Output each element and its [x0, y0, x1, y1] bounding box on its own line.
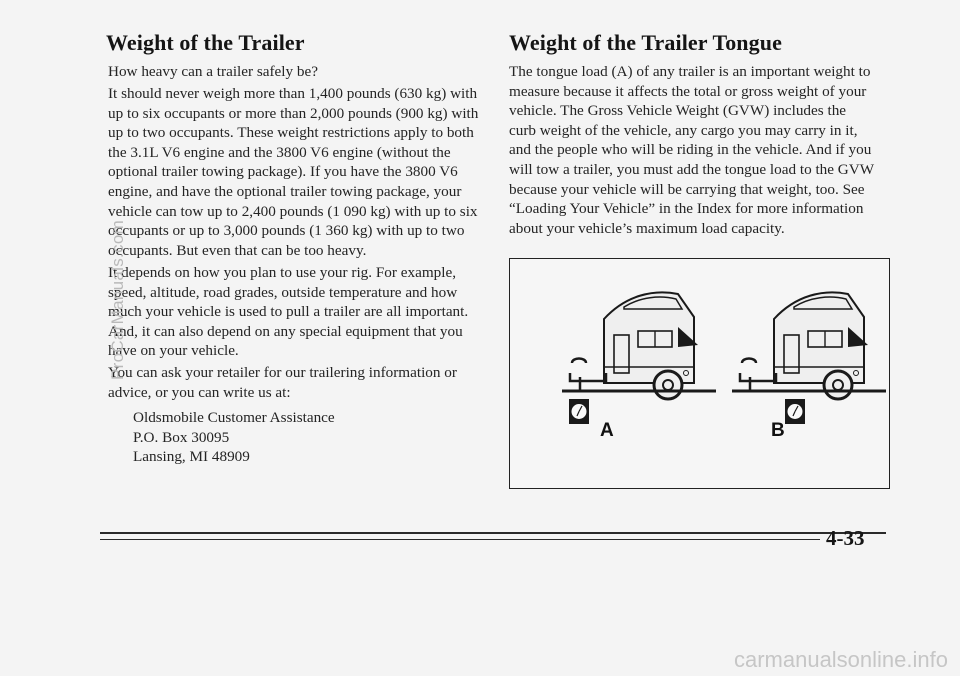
address-line-box: P.O. Box 30095: [133, 428, 230, 446]
heading-weight-of-trailer: Weight of the Trailer: [106, 30, 305, 55]
paragraph-rig-usage: It depends on how you plan to use your rig. For example, speed, altitude, road grades, outside temperature and how much your vehicle is used to pull a trailer are all important. And, it can also depend on any special equipment that you have on your vehicle.: [108, 264, 469, 360]
paragraph-contact: You can ask your retailer for our trailering information or advice, or you can write us at:: [108, 364, 457, 401]
address-line-company: Oldsmobile Customer Assistance: [133, 409, 335, 426]
paragraph-weight-limits: It should never weigh more than 1,400 pounds (630 kg) with up to six occupants or more than 2,000 pounds (900 kg) with up to two occupants. These weight restrictions apply to both the 3.1L V6 engine and the 3800 V6 engine (without the optional trailer towing package). If you have the 3800 V6 engine, and have the optional trailer towing package, your vehicle can tow up to 2,400 pounds (1 090 kg) with up to six occupants or up to 3,000 pounds (1 360 kg) with up to two occupants. But even that can be too heavy.: [108, 85, 479, 259]
mailing-address: [133, 408, 335, 467]
trailer-b-icon: [732, 292, 886, 424]
page-number: 4-33: [826, 526, 865, 550]
heading-trailer-tongue: Weight of the Trailer Tongue: [509, 30, 782, 55]
figure-label-a: A: [600, 420, 614, 441]
side-watermark: ProCarManuals.com: [108, 219, 127, 380]
address-line-city: Lansing, MI 48909: [133, 448, 250, 466]
paragraph-tongue-load: The tongue load (A) of any trailer is an important weight to measure because it affects the total or gross weight of your vehicle. The Gross Vehicle Weight (GVW) includes the curb weight of the vehicle, any cargo you may carry in it, and the people who will be riding in the vehicle. And if you will tow a trailer, you must add the tongue load to the GVW because your vehicle will be carrying that weight, too. See “Loading Your Vehicle” in the Index for more information about your vehicle’s maximum load capacity.: [509, 63, 874, 237]
paragraph-question: How heavy can a trailer safely be?: [108, 63, 318, 80]
trailer-scale-illustration: [510, 259, 888, 487]
tongue-load-figure: [509, 258, 890, 489]
footer-watermark: carmanualsonline.info: [733, 647, 948, 672]
trailer-a-icon: [562, 292, 716, 424]
footer-rule-bottom: [100, 539, 820, 540]
figure-label-b: B: [771, 420, 785, 441]
footer-rule-top: [100, 532, 886, 534]
